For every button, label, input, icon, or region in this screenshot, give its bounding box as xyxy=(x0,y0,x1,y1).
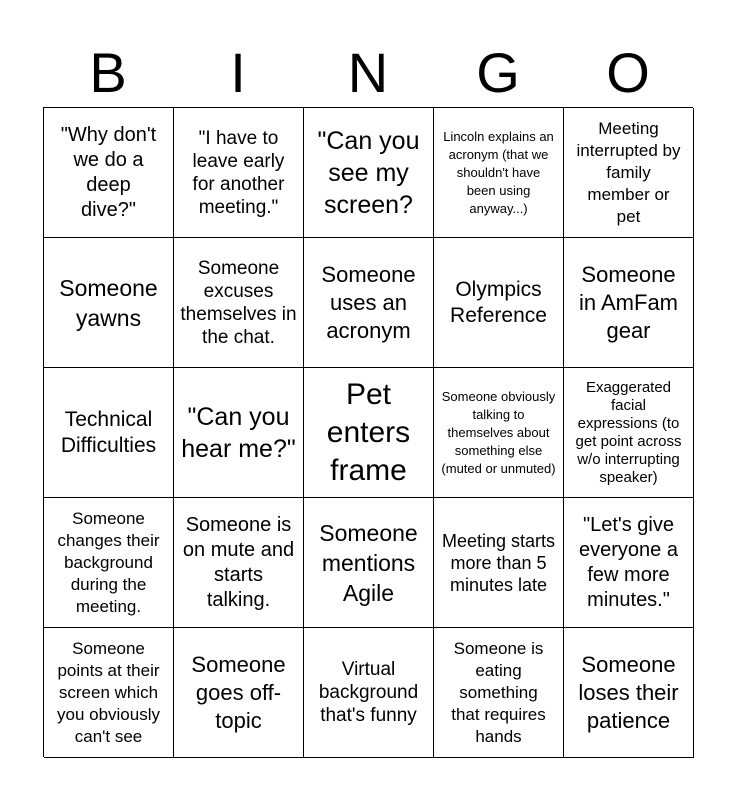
bingo-cell[interactable] xyxy=(564,108,694,238)
cell-text: "I have to leave early for another meeting." xyxy=(192,127,285,218)
bingo-cell[interactable] xyxy=(44,108,174,238)
bingo-cell[interactable] xyxy=(174,108,304,238)
header-letter-i: I xyxy=(230,41,246,104)
bingo-cell[interactable] xyxy=(304,108,434,238)
bingo-cell[interactable] xyxy=(174,238,304,368)
cell-text: Someone is on mute and starts talking. xyxy=(182,513,295,611)
cell-text: Pet enters frame xyxy=(326,377,411,487)
header-letter-o: O xyxy=(606,41,650,104)
bingo-cell[interactable] xyxy=(174,628,304,758)
bingo-cell[interactable] xyxy=(44,238,174,368)
cell-text: Meeting starts more than 5 minutes late xyxy=(441,530,556,595)
cell-text: Someone changes their background during the meeting. xyxy=(57,508,160,616)
bingo-cell[interactable] xyxy=(564,368,694,498)
header-letter-n: N xyxy=(347,41,389,104)
cell-text: Someone excuses themselves in the chat. xyxy=(180,257,297,348)
bingo-cell[interactable] xyxy=(44,498,174,628)
cell-text: "Can you see my screen? xyxy=(317,126,420,219)
header-letter-g: G xyxy=(476,41,520,104)
cell-text: Virtual background that's funny xyxy=(318,659,419,726)
cell-text: Meeting interrupted by family member or pet xyxy=(576,118,681,226)
bingo-cell[interactable] xyxy=(304,628,434,758)
bingo-cell[interactable] xyxy=(564,628,694,758)
bingo-board xyxy=(43,107,693,757)
cell-text: Lincoln explains an acronym (that we shouldn't have been using anyway...) xyxy=(443,128,554,216)
cell-text: Someone is eating something that requires hands xyxy=(451,638,546,746)
cell-text: Someone mentions Agile xyxy=(319,519,418,606)
cell-text: "Let's give everyone a few more minutes." xyxy=(579,513,678,611)
cell-text: Exaggerated facial expressions (to get point across w/o interrupting speaker) xyxy=(575,378,682,486)
bingo-cell[interactable] xyxy=(174,498,304,628)
cell-text: Someone yawns xyxy=(59,274,158,331)
bingo-cell[interactable] xyxy=(434,498,564,628)
cell-text: "Why don't we do a deep dive?" xyxy=(60,123,157,221)
cell-text: Olympics Reference xyxy=(450,277,547,327)
bingo-cell[interactable] xyxy=(434,368,564,498)
bingo-cell[interactable] xyxy=(304,368,434,498)
bingo-cell[interactable] xyxy=(44,368,174,498)
cell-text: "Can you hear me?" xyxy=(181,402,296,463)
cell-text: Someone loses their patience xyxy=(578,651,679,733)
bingo-cell[interactable] xyxy=(434,238,564,368)
cell-text: Technical Difficulties xyxy=(60,407,157,457)
cell-text: Someone uses an acronym xyxy=(321,261,416,343)
header-letter-b: B xyxy=(89,41,127,104)
cell-text: Someone obviously talking to themselves about something else (muted or unmuted) xyxy=(441,388,556,476)
bingo-cell[interactable] xyxy=(44,628,174,758)
cell-text: Someone points at their screen which you obviously can't see xyxy=(56,638,160,746)
bingo-cell[interactable] xyxy=(304,498,434,628)
cell-text: Someone goes off-topic xyxy=(191,651,286,733)
cell-text: Someone in AmFam gear xyxy=(578,261,679,343)
bingo-cell[interactable] xyxy=(564,498,694,628)
bingo-cell[interactable] xyxy=(434,108,564,238)
bingo-cell[interactable] xyxy=(174,368,304,498)
bingo-cell[interactable] xyxy=(434,628,564,758)
bingo-cell[interactable] xyxy=(304,238,434,368)
bingo-header xyxy=(43,38,693,108)
bingo-cell[interactable] xyxy=(564,238,694,368)
